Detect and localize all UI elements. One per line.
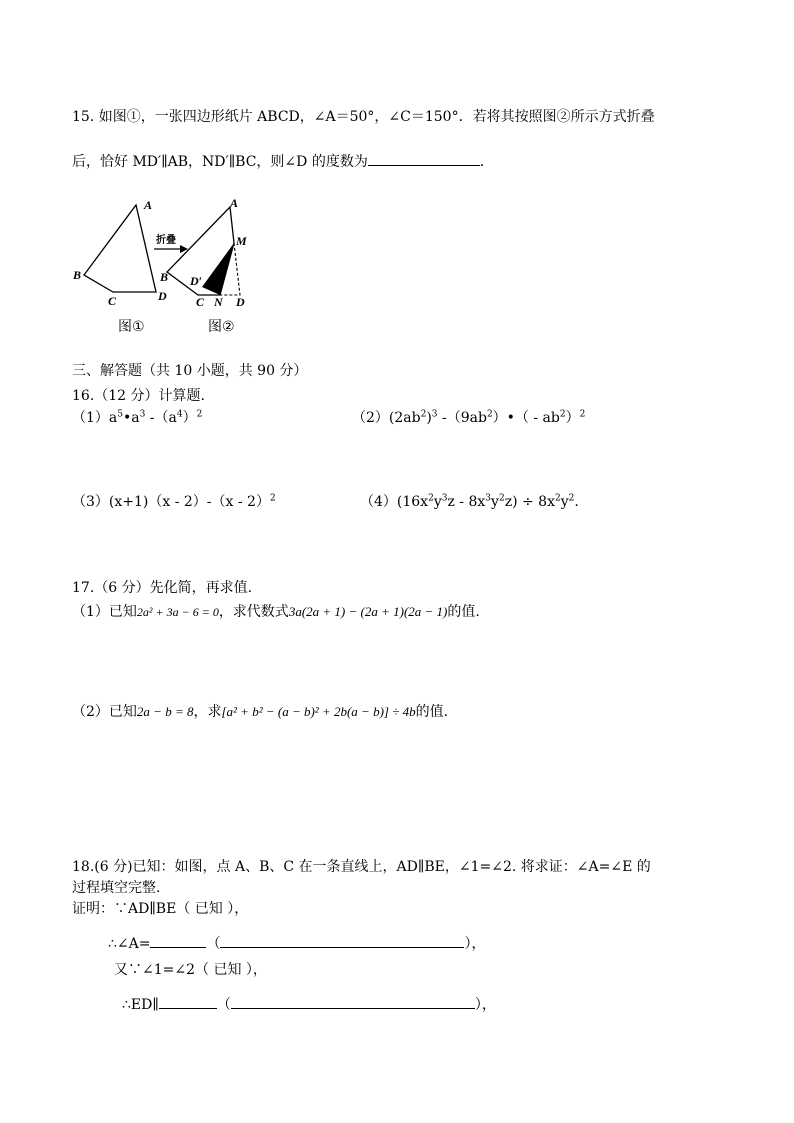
q16-p2-e2: 3 xyxy=(431,409,438,420)
q17-p1-prefix: （1）已知 xyxy=(72,604,137,620)
q16-part3 xyxy=(72,495,276,509)
fig1-label-B: B xyxy=(73,268,82,282)
q16-p4-g: y xyxy=(560,494,569,510)
fig2-folded-triangle xyxy=(202,243,234,295)
q16-p2-e: ） xyxy=(565,410,580,426)
q15-line1: 15. 如图①，一张四边形纸片 ABCD，∠A＝50°，∠C＝150°．若将其按照图②所示方式折叠 xyxy=(72,109,655,125)
q16-p4-e3: 3 xyxy=(485,493,492,504)
q15-line2 xyxy=(72,151,494,169)
q16-p4-a: （4）(16x xyxy=(360,494,429,510)
q17-part1 xyxy=(72,605,480,619)
q16-p4-e2: 3 xyxy=(441,493,448,504)
q17-head: 17.（6 分）先化简，再求值. xyxy=(72,580,253,596)
q18-blank-angle[interactable] xyxy=(150,933,206,948)
q17-p2-end: 的值. xyxy=(415,704,449,720)
q18-proof-line3: 又∵∠1=∠2（ 已知 ）， xyxy=(114,962,267,978)
q16-p1-e1: 5 xyxy=(117,409,123,420)
fig2-label-N: N xyxy=(214,295,223,309)
q16-p4-end: . xyxy=(574,494,579,510)
q15-fold-figure xyxy=(70,195,300,345)
q17-p1-condition: 2a² + 3a − 6 = 0 xyxy=(136,605,219,619)
q16-p2-d: ）•（ - ab xyxy=(492,410,560,426)
q18-proof-line1: 证明：∵AD∥BE（ 已知 ）， xyxy=(72,901,249,917)
q16-p4-b: y xyxy=(433,494,442,510)
q18-proof-line4 xyxy=(122,994,496,1012)
q16-p1-c: -（a xyxy=(145,410,177,426)
fig2-label-A: A xyxy=(230,196,239,210)
q17-p2-condition: 2a − b = 8 xyxy=(136,704,194,719)
q15-answer-blank[interactable] xyxy=(368,151,480,166)
q17-p1-mid: ，求代数式 xyxy=(218,604,289,620)
q18-line1: 18.(6 分)已知：如图，点 A、B、C 在一条直线上，AD∥BE，∠1=∠2. 将求证：∠A=∠E 的 xyxy=(72,859,651,875)
q15-line2-end: ． xyxy=(479,154,494,170)
q17-part2 xyxy=(72,705,448,719)
q16-p4-e1: 2 xyxy=(428,493,434,504)
q18-blank-reason1[interactable] xyxy=(220,933,464,948)
q16-p2-e5: 2 xyxy=(579,409,586,420)
q18-proof2-close: ）， xyxy=(464,936,486,952)
q16-p2-e1: 2 xyxy=(420,409,427,420)
q18-blank-reason2[interactable] xyxy=(231,994,475,1009)
q16-p1-d: ） xyxy=(182,410,197,426)
fig1-quadrilateral xyxy=(84,205,156,292)
fig2-label-C: C xyxy=(196,295,205,309)
q16-part2 xyxy=(352,411,585,425)
fig2-label-Dp: D′ xyxy=(190,274,203,288)
fig1-label-A: A xyxy=(144,198,153,212)
q16-p4-e5: 2 xyxy=(554,493,561,504)
q17-p2-mid: ，求 xyxy=(193,704,222,720)
q18-proof4-open: （ xyxy=(216,997,231,1013)
fig2-label-B: B xyxy=(160,270,169,284)
q17-p1-end: 的值. xyxy=(447,604,480,620)
section3-title: 三、解答题（共 10 小题，共 90 分） xyxy=(72,363,308,379)
q16-p1-e3: 4 xyxy=(176,409,183,420)
fig1-label-D: D xyxy=(158,289,167,303)
q18-line2: 过程填空完整. xyxy=(72,880,161,896)
q16-p4-d: y xyxy=(491,494,499,510)
fold-label: 折叠 xyxy=(156,235,176,246)
fig2-label-D: D xyxy=(236,295,245,309)
q16-p2-b: ) xyxy=(426,410,432,426)
q16-p4-c: z - 8x xyxy=(447,494,486,510)
q17-p1-expression: 3a(2a + 1) − (2a + 1)(2a − 1) xyxy=(288,604,448,619)
q16-p2-c: -（9ab xyxy=(437,410,487,426)
q16-p2-a: （2）(2ab xyxy=(352,410,421,426)
q16-p4-f: z) ÷ 8x xyxy=(504,494,555,510)
q16-p4-e4: 2 xyxy=(498,493,505,504)
q17-p2-prefix: （2）已知 xyxy=(72,704,137,720)
q16-p4-e6: 2 xyxy=(568,493,575,504)
q16-part1 xyxy=(72,411,202,425)
q16-head: 16.（12 分）计算题. xyxy=(72,388,205,404)
q18-proof4-prefix: ∴ED∥ xyxy=(122,997,159,1013)
q16-p2-e4: 2 xyxy=(559,409,566,420)
q15-line2-text: 后，恰好 MD′∥AB，ND′∥BC，则∠D 的度数为 xyxy=(72,154,368,170)
q16-p2-e3: 2 xyxy=(486,409,493,420)
q16-p1-e4: 2 xyxy=(196,409,203,420)
q16-p3-e1: 2 xyxy=(269,493,276,504)
fig1-caption: 图① xyxy=(118,319,145,335)
q18-proof-line2 xyxy=(108,933,485,951)
q18-proof2-prefix: ∴∠A= xyxy=(108,936,151,952)
q16-part4 xyxy=(360,495,579,509)
q16-p3-a: （3）(x+1)（x - 2）-（x - 2） xyxy=(72,494,270,510)
q16-p1-a: （1）a xyxy=(72,410,118,426)
fig2-label-M: M xyxy=(236,234,247,248)
q17-p2-expression: [a² + b² − (a − b)² + 2b(a − b)] ÷ 4b xyxy=(221,704,416,719)
fig2-caption: 图② xyxy=(208,319,235,335)
q16-p1-e2: 3 xyxy=(139,409,146,420)
q16-p1-b: •a xyxy=(123,410,140,426)
fig1-label-C: C xyxy=(108,294,117,308)
q18-blank-parallel[interactable] xyxy=(159,994,217,1009)
q18-proof4-close: ）， xyxy=(474,997,496,1013)
q18-proof2-open: （ xyxy=(206,936,221,952)
